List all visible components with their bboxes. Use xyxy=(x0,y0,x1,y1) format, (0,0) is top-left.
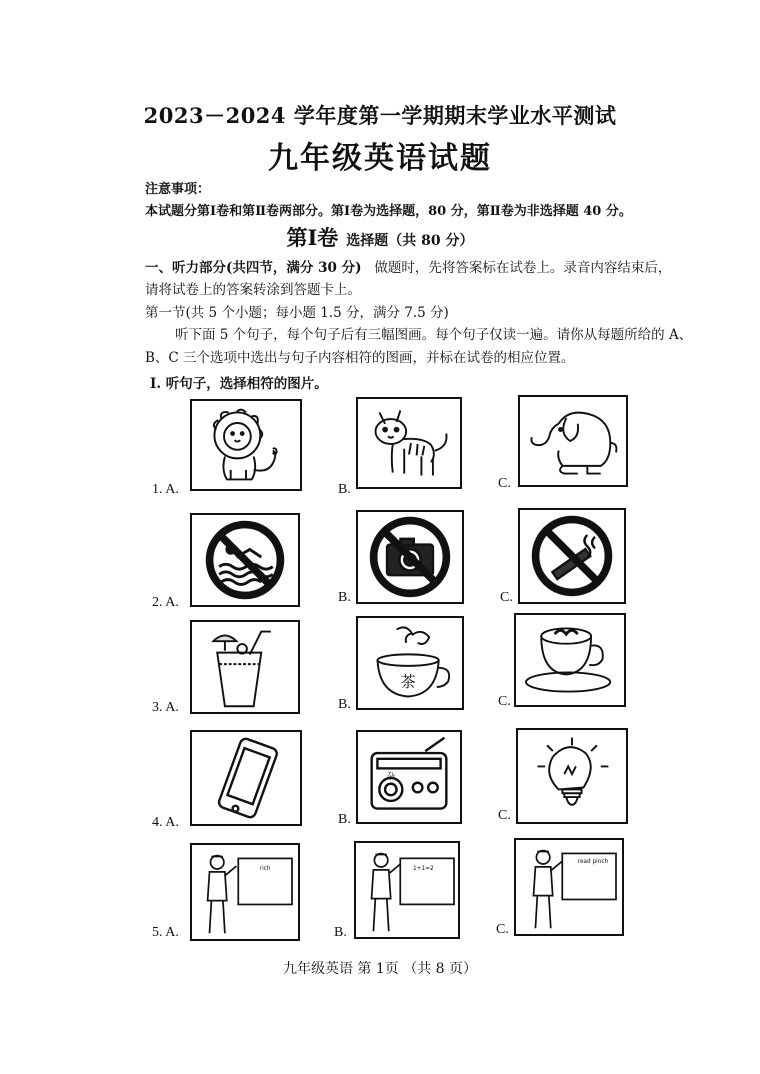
section-subtitle: 选择题（共 80 分） xyxy=(346,233,474,249)
no-camera-icon xyxy=(358,512,462,602)
q1-option-c[interactable] xyxy=(518,395,628,487)
teacher-board-icon xyxy=(516,840,622,934)
q3-option-b[interactable] xyxy=(356,616,464,710)
q2-option-a[interactable] xyxy=(190,513,300,607)
lion-icon xyxy=(192,401,300,489)
elephant-icon xyxy=(520,397,626,485)
board-text: rich xyxy=(259,865,271,872)
listening-instruction-2: 请将试卷上的答案转涂到答题卡上。 xyxy=(145,282,361,298)
q1-option-c-label: C. xyxy=(498,476,511,491)
q2-option-b[interactable] xyxy=(356,510,464,604)
phone-icon xyxy=(192,732,300,824)
section-i-heading: I. 听句子，选择相符的图片。 xyxy=(150,376,328,392)
question-5-label: 5. A. xyxy=(152,925,179,940)
q5-option-a[interactable] xyxy=(190,843,300,941)
part-one-instruction-2: B、C 三个选项中选出与句子内容相符的图画，并标在试卷的相应位置。 xyxy=(145,350,575,366)
light-bulb-icon xyxy=(518,730,626,822)
no-swimming-icon xyxy=(192,515,298,605)
question-1-label: 1. A. xyxy=(152,482,179,497)
board-text: 1+1=2 xyxy=(412,865,434,872)
juice-icon xyxy=(192,622,298,712)
section-title: 第Ⅰ卷 xyxy=(286,225,339,250)
exam-subtitle: 九年级英语试题 xyxy=(268,141,492,176)
q5-option-b[interactable] xyxy=(354,841,460,939)
q2-option-c[interactable] xyxy=(518,508,626,604)
exam-title: 2023－2024 学年度第一学期期末学业水平测试 xyxy=(143,103,617,128)
listening-instruction: 做题时，先将答案标在试卷上。录音内容结束后， xyxy=(374,260,672,276)
q3-option-b-label: B. xyxy=(338,697,351,712)
board-text: read pinch xyxy=(577,859,609,866)
q2-option-c-label: C. xyxy=(500,590,513,605)
coffee-cup-icon xyxy=(516,615,624,705)
no-smoking-icon xyxy=(520,510,624,602)
page-footer: 九年级英语 第 1页 （共 8 页） xyxy=(282,961,478,977)
q4-option-c-label: C. xyxy=(498,808,511,823)
teacher-board-icon xyxy=(356,843,458,937)
part-one-heading: 第一节(共 5 个小题；每小题 1.5 分，满分 7.5 分) xyxy=(145,305,449,321)
part-one-instruction: 听下面 5 个句子，每个句子后有三幅图画。每个句子仅读一遍。请你从每题所给的 A、 xyxy=(175,327,693,343)
listening-intro xyxy=(145,256,671,276)
teacher-board-icon xyxy=(192,845,298,939)
q5-option-b-label: B. xyxy=(334,925,347,940)
notice-heading: 注意事项： xyxy=(145,182,211,197)
q5-option-c-label: C. xyxy=(496,922,509,937)
radio-icon xyxy=(358,732,460,822)
section-heading xyxy=(0,222,760,252)
q4-option-a[interactable] xyxy=(190,730,302,826)
q2-option-b-label: B. xyxy=(338,590,351,605)
notice-text: 本试题分第Ⅰ卷和第Ⅱ卷两部分。第Ⅰ卷为选择题，80 分，第Ⅱ卷为非选择题 40 分。 xyxy=(145,204,632,219)
q4-option-b-label: B. xyxy=(338,812,351,827)
q1-option-a[interactable] xyxy=(190,399,302,491)
question-4-label: 4. A. xyxy=(152,815,179,830)
listening-heading: 一、听力部分(共四节，满分 30 分) xyxy=(145,260,362,276)
question-3-label: 3. A. xyxy=(152,700,179,715)
question-2-label: 2. A. xyxy=(152,595,179,610)
tea-cup-icon xyxy=(358,618,462,708)
q3-option-a[interactable] xyxy=(190,620,300,714)
q5-option-c[interactable] xyxy=(514,838,624,936)
q3-option-c[interactable] xyxy=(514,613,626,707)
q1-option-b[interactable] xyxy=(356,397,462,489)
q1-option-b-label: B. xyxy=(338,482,351,497)
q4-option-b[interactable] xyxy=(356,730,462,824)
radio-text: 杂 xyxy=(386,771,396,782)
tiger-icon xyxy=(358,399,460,487)
q3-option-c-label: C. xyxy=(498,694,511,709)
tea-cup-text: 茶 xyxy=(400,672,416,691)
q4-option-c[interactable] xyxy=(516,728,628,824)
